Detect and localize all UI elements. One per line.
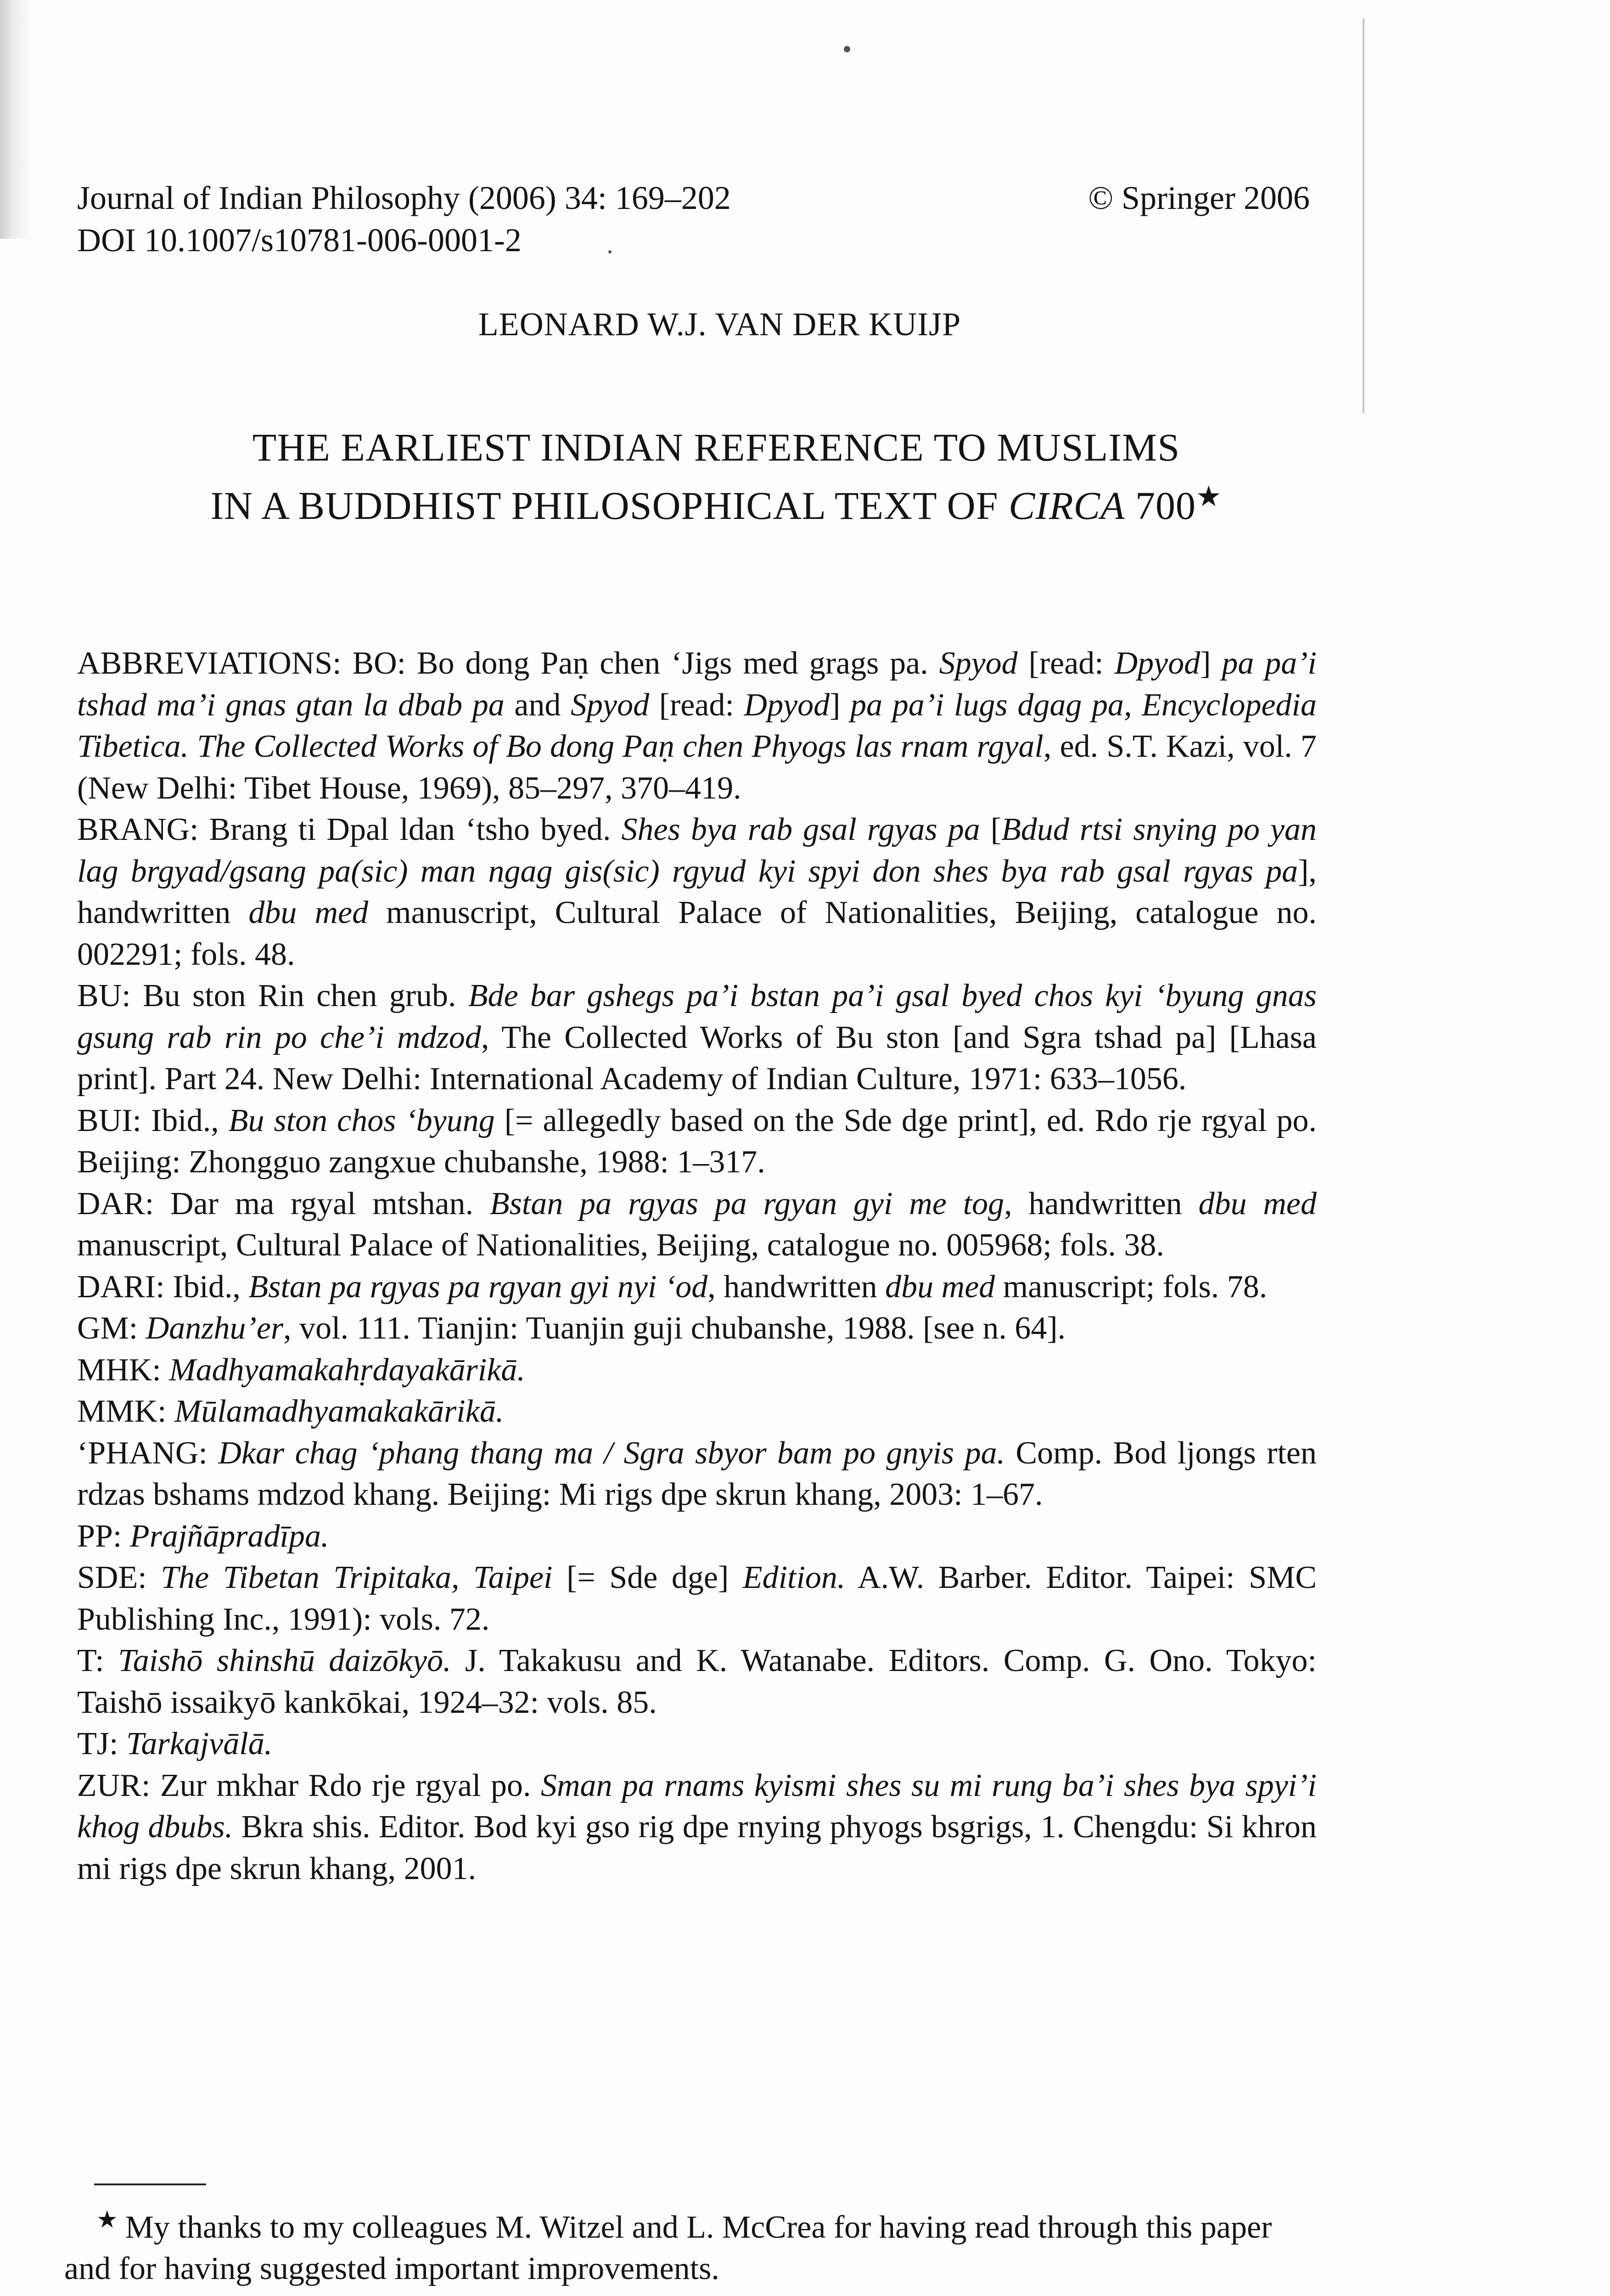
abbreviation-text: [= Sde dge] [552,1560,743,1595]
abbreviation-text: manuscript; fols. 78. [995,1269,1268,1305]
abbreviation-entry [77,1308,1317,1350]
abbreviation-italic-text: Danzhu’er [146,1311,284,1346]
abbreviation-italic-text: dbu med [248,895,369,930]
abbreviation-text: Ibid., [164,1269,249,1305]
abbreviation-text: manuscript, Cultural Palace of Nationalities, Beijing, catalogue no. 002291; fols. 48. [77,895,1317,972]
abbreviation-text: Brang ti Dpal ldan ‘tsho byed. [198,812,622,847]
abbreviation-key: SDE: [77,1560,147,1595]
abbreviation-italic-text: Mūlamadhyamakakārikā. [174,1394,504,1429]
abbreviation-key: T: [77,1643,104,1678]
abbreviation-italic-text: Dkar chag ‘phang thang ma / Sgra sbyor bam po gnyis pa. [218,1435,1005,1471]
abbreviation-key: ZUR: [77,1767,151,1803]
abbreviation-key: MHK: [77,1352,161,1388]
abbreviation-entry [77,1100,1317,1183]
abbreviation-italic-text: Bde bar gshegs pa’i bstan pa’i gsal byed chos kyi ‘byung gnas gsung rab rin po che’i mdzod [77,978,1317,1055]
article-title [0,422,1432,530]
footnote [64,2200,1304,2290]
title-line-2-prefix: IN A BUDDHIST PHILOSOPHICAL TEXT OF [210,484,1009,528]
abbreviation-text [208,1435,218,1471]
author-name: LEONARD W.J. VAN DER KUIJP [478,306,961,343]
abbreviations-list [77,643,1317,1890]
abbreviation-italic-text: Spyod [571,687,650,723]
abbreviation-text: A.W. Barber. Editor. Taipei: SMC Publishing Inc., 1991): vols. 72. [77,1560,1317,1637]
abbreviation-italic-text: Taishō shinshū daizōkyō. [118,1643,451,1678]
scan-speck [608,250,611,253]
abbreviation-text: , ed. S.T. Kazi, vol. 7 (New Delhi: Tibet House, 1969), 85–297, 370–419. [77,729,1317,806]
abbreviation-italic-text: Prajñāpradīpa. [129,1518,329,1554]
title-footnote-marker[interactable]: ★ [1196,481,1222,512]
abbreviation-entry [77,1765,1317,1890]
abbreviation-key: MMK: [77,1394,167,1429]
doi-line: DOI 10.1007/s10781-006-0001-2 [77,222,522,259]
abbreviation-entry [77,1557,1317,1640]
abbreviation-italic-text: pa pa’i lugs dgag pa, Encyclopedia Tibetica. The Collected Works of Bo dong Paṇ chen Phyogs las rnam rgyal [77,687,1317,764]
abbreviation-text: , The Collected Works of Bu ston [and Sgra tshad pa] [Lhasa print]. Part 24. New Delhi: International Academy of Indian Culture, 1971: 633–1056. [77,1019,1317,1097]
abbreviation-entry [77,975,1317,1100]
abbreviation-key: DARI: [77,1269,165,1305]
abbreviation-text: , vol. 111. Tianjin: Tuanjin guji chubanshe, 1988. [see n. 64]. [283,1311,1066,1346]
abbreviation-entry [77,809,1317,975]
abbreviation-text: [read: [649,687,744,723]
abbreviation-entry [77,1433,1317,1516]
abbreviation-text [122,1519,130,1554]
abbreviation-key: BUI: [77,1103,141,1138]
abbreviation-text: ], handwritten [77,853,1317,930]
abbreviation-italic-text: pa pa’i tshad ma’i gnas gtan la dbab pa [77,646,1317,723]
abbreviation-italic-text: dbu med [885,1269,995,1305]
abbreviation-text: Dar ma rgyal mtshan. [154,1186,490,1221]
abbreviation-text: ] [1200,646,1222,681]
scan-edge-shadow [0,0,32,239]
abbreviation-text [147,1560,161,1595]
abbreviation-text: Ibid., [141,1103,229,1138]
abbreviation-italic-text: Spyod [939,646,1018,681]
abbreviation-italic-text: Bdud rtsi snying po yan lag brgyad/gsang pa(sic) man ngag gis(sic) rgyud kyi spyi don shes bya rab gsal rgyas pa [77,812,1317,889]
footnote-text: My thanks to my colleagues M. Witzel and L. McCrea for having read through this paper and for having suggested important improvements. [64,2210,1272,2286]
abbreviation-text: Bu ston Rin chen grub. [130,978,468,1013]
abbreviation-italic-text: Edition. [742,1560,846,1595]
abbreviation-italic-text: Tarkajvālā. [126,1726,273,1761]
journal-citation: Journal of Indian Philosophy (2006) 34: 169–202 [77,180,731,216]
abbreviation-key: TJ: [77,1726,118,1761]
abbreviation-key: DAR: [77,1186,154,1221]
abbreviation-italic-text: Bu ston chos ‘byung [228,1103,495,1138]
footnote-rule [94,2183,206,2185]
abbreviation-key: PP: [77,1518,122,1554]
abbreviation-text [166,1394,174,1429]
abbreviation-text: , handwritten [707,1269,886,1305]
abbreviation-text: [= allegedly based on the Sde dge print], ed. Rdo rje rgyal po. Beijing: Zhongguo zangxue chubanshe, 1988: 1–317. [77,1103,1317,1180]
abbreviation-text: Comp. Bod ljongs rten rdzas bshams mdzod khang. Beijing: Mi rigs dpe skrun khang, 2003: 1–67. [77,1435,1317,1512]
title-line-2 [0,472,1432,530]
abbreviation-italic-text: Sman pa rnams kyismi shes su mi rung ba’i shes bya spyi’i khog dbubs. [77,1767,1317,1845]
abbreviation-text: Zur mkhar Rdo rje rgyal po. [150,1767,541,1803]
abbreviation-key: ‘PHANG: [77,1435,208,1471]
abbreviation-italic-text: The Tibetan Tripitaka, Taipei [161,1560,553,1595]
scan-edge-line [1363,18,1364,413]
abbreviation-text: [ [980,812,1002,847]
abbreviation-text: Bkra shis. Editor. Bod kyi gso rig dpe rnying phyogs bsgrigs, 1. Chengdu: Si khron mi rigs dpe skrun khang, 2001. [77,1809,1317,1886]
abbreviation-text: and [504,687,571,723]
abbreviation-key: BU: [77,978,131,1013]
abbreviation-entry [77,1516,1317,1558]
scan-speck [844,46,850,52]
abbreviation-text: Bo dong Paṇ chen ‘Jigs med grags pa. [406,646,939,681]
abbreviation-text: ] [830,687,851,723]
abbreviation-italic-text: Madhyamakahṛdayakārikā. [169,1352,525,1388]
abbreviation-text [161,1352,169,1388]
abbreviation-text [138,1311,146,1346]
abbreviation-italic-text: dbu med [1198,1186,1317,1221]
abbreviation-text: J. Takakusu and K. Watanabe. Editors. Comp. G. Ono. Tokyo: Taishō issaikyō kankōkai, 1924–32: vols. 85. [77,1643,1317,1720]
abbreviation-key: GM: [77,1311,138,1346]
abbreviation-italic-text: Bstan pa rgyas pa rgyan gyi nyi ‘od [248,1269,708,1305]
abbreviation-italic-text: Dpyod [744,687,830,723]
abbreviation-entry [77,1723,1317,1765]
abbreviation-text [104,1643,118,1678]
abbreviation-entry [77,1350,1317,1391]
abbreviation-text: manuscript, Cultural Palace of Nationalities, Beijing, catalogue no. 005968; fols. 38. [77,1227,1164,1263]
abbreviation-entry [77,643,1317,809]
abbreviation-entry [77,1640,1317,1723]
abbreviation-italic-text: Bstan pa rgyas pa rgyan gyi me tog [489,1186,1004,1221]
title-line-2-italic: CIRCA [1009,484,1125,528]
abbreviation-italic-text: Dpyod [1114,646,1200,681]
abbreviation-italic-text: Shes bya rab gsal rgyas pa [621,812,980,847]
abbreviation-text [118,1726,126,1761]
title-line-1: THE EARLIEST INDIAN REFERENCE TO MUSLIMS [252,425,1180,469]
abbreviation-entry [77,1266,1317,1308]
footnote-marker: ★ [96,2207,118,2233]
copyright-notice: © Springer 2006 [1088,180,1310,216]
abbreviation-entry [77,1183,1317,1266]
abbreviation-key: ABBREVIATIONS: BO: [77,646,406,681]
abbreviation-entry [77,1391,1317,1433]
abbreviation-key: BRANG: [77,812,199,847]
abbreviation-text: [read: [1017,646,1115,681]
title-line-2-suffix: 700 [1125,484,1196,528]
abbreviation-text: , handwritten [1004,1186,1199,1221]
